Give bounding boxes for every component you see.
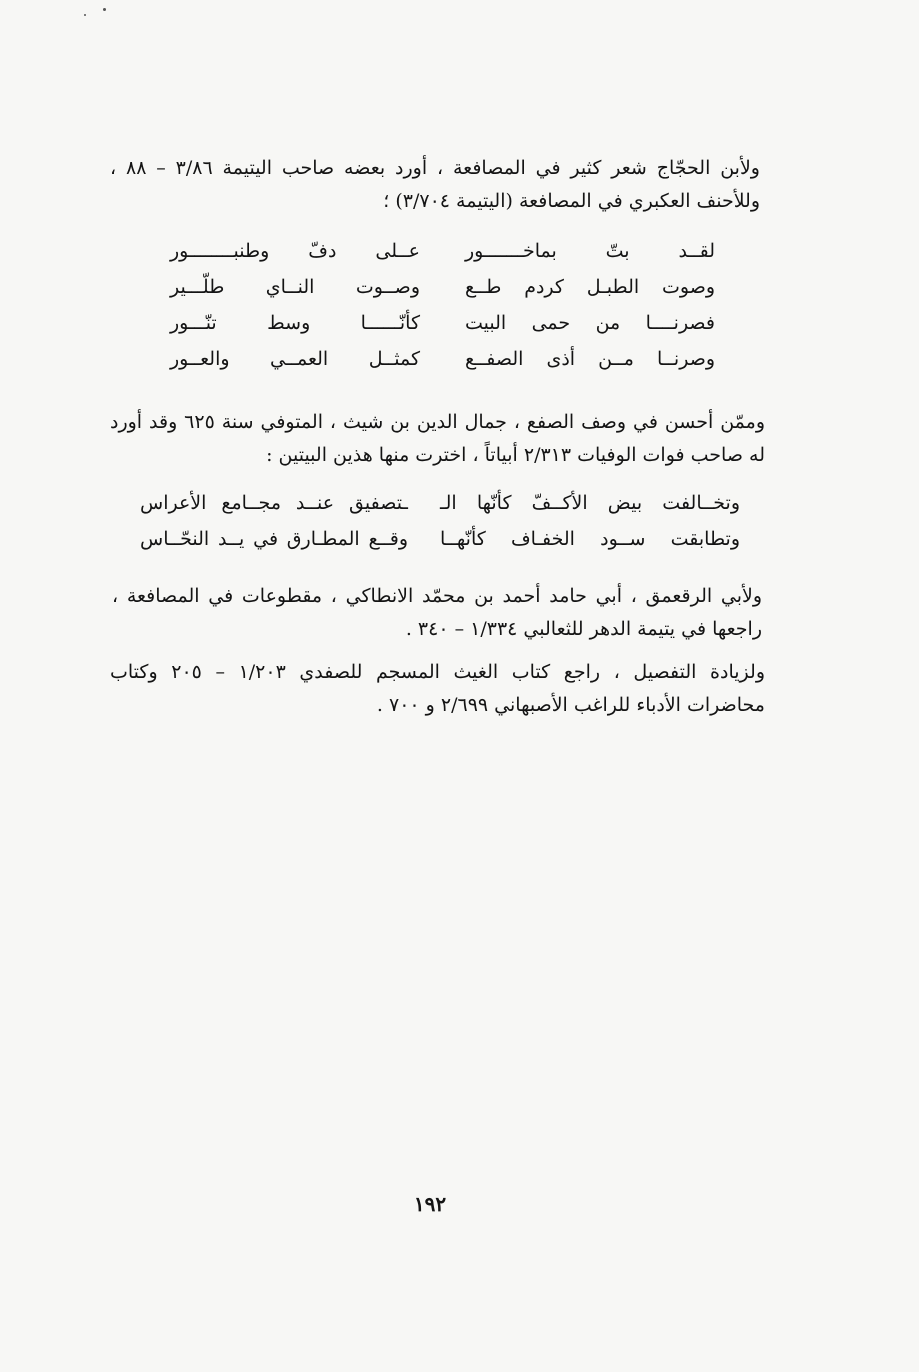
second-hemistich: كأنّــــــا وسط تنّـــور xyxy=(170,312,420,334)
first-hemistich: لقــد بتّ بماخـــــــور xyxy=(465,240,715,262)
page-number: ١٩٢ xyxy=(413,1192,447,1216)
poem-1 xyxy=(170,240,715,384)
second-hemistich: ـتصفيق عنــد مجــامع الأعراس xyxy=(140,492,408,514)
second-hemistich: عــلى دفّ وطنبــــــــور xyxy=(170,240,420,262)
ibn-shith-paragraph: وممّن أحسن في وصف الصفع ، جمال الدين بن شيث ، المتوفي سنة ٦٢٥ وقد أورد له صاحب فوات الوفيات ٢/٣١٣ أبياتاً ، اخترت منها هذين البيتين : xyxy=(110,411,765,466)
poem-1-verse xyxy=(170,240,715,276)
second-hemistich: وصــوت النــاي طلّـــير xyxy=(170,276,420,298)
poem-2 xyxy=(140,492,740,564)
poem-1-verse xyxy=(170,348,715,384)
poem-2-verse xyxy=(140,528,740,564)
poem-1-verse xyxy=(170,276,715,312)
raqamaq-paragraph: ولأبي الرقعمق ، أبي حامد أحمد بن محمّد الانطاكي ، مقطوعات في المصافعة ، راجعها في يتيمة الدهر للثعالبي ١/٣٣٤ – ٣٤٠ . xyxy=(112,585,762,640)
poem-2-verse xyxy=(140,492,740,528)
first-hemistich: وتخــالفت بيض الأكــفّ كأنّها الـ xyxy=(440,492,740,514)
first-hemistich: فصرنــــا من حمى البيت xyxy=(465,312,715,334)
further-reading-paragraph: ولزيادة التفصيل ، راجع كتاب الغيث المسجم للصفدي ١/٢٠٣ – ٢٠٥ وكتاب محاضرات الأدباء للراغب الأصبهاني ٢/٦٩٩ و ٧٠٠ . xyxy=(110,661,765,716)
first-hemistich: وصرنــا مــن أذى الصفــع xyxy=(465,348,715,370)
poem-1-verse xyxy=(170,312,715,348)
first-hemistich: وتطابقت ســود الخفـاف كأنّهــا xyxy=(440,528,740,550)
scan-speck xyxy=(103,8,106,11)
scan-speck xyxy=(84,14,86,16)
first-hemistich: وصوت الطبـل كردم طــع xyxy=(465,276,715,298)
intro-paragraph: ولأبن الحجّاج شعر كثير في المصافعة ، أورد بعضه صاحب اليتيمة ٣/٨٦ – ٨٨ ، وللأحنف العكبري في المصافعة (اليتيمة ٣/٧٠٤) ؛ xyxy=(110,157,760,212)
second-hemistich: كمثــل العمــي والعــور xyxy=(170,348,420,370)
second-hemistich: وقــع المطـارق في يــد النحّــاس xyxy=(140,528,408,550)
